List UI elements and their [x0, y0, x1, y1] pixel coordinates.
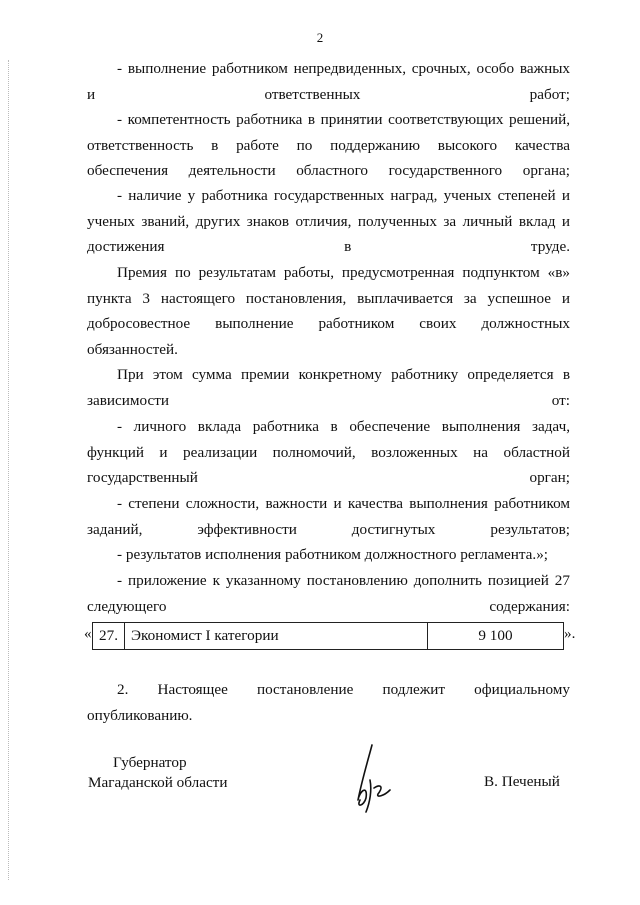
margin-binding-dots [8, 60, 11, 880]
handwritten-signature [340, 740, 400, 820]
bullet-unforeseen-work: - выполнение работником непредвиденных, срочных, особо важных и ответственных работ; [87, 60, 570, 103]
governor-title [88, 753, 227, 793]
governor-name: В. Печеный [484, 773, 560, 790]
bullet-awards: - наличие у работника государственных наград, ученых степеней и ученых званий, других знаков отличия, полученных за личный вклад и достижения в труде. [87, 187, 570, 256]
table-row [93, 623, 564, 650]
bullet-competence: - компетентность работника в принятии соответствующих решений, ответственность в работе по поддержанию высокого качества обеспечения деятельности областного государственного органа; [87, 111, 570, 180]
governor-title-line2: Магаданской области [88, 774, 228, 791]
bonus-paragraph: Премия по результатам работы, предусмотренная подпунктом «в» пункта 3 настоящего постановления, выплачивается за успешное и добросовестное выполнение работником своих должностных обязанностей. [87, 264, 570, 358]
position-table [92, 622, 564, 650]
bullet-appendix-addition: - приложение к указанному постановлению дополнить позицией 27 следующего содержания: [87, 572, 570, 615]
table-open-quote: « [84, 625, 92, 642]
bullet-regulation-results: - результатов исполнения работником должностного регламента.»; [117, 546, 549, 563]
publication-paragraph: 2. Настоящее постановление подлежит официальному опубликованию. [87, 681, 570, 724]
table-close-quote: ». [564, 625, 576, 642]
page-number: 2 [316, 30, 324, 45]
bullet-complexity: - степени сложности, важности и качества выполнения работником заданий, эффективности достигнутых результатов; [87, 495, 570, 538]
position-name-cell: Экономист I категории [124, 623, 427, 650]
bullet-personal-contribution: - личного вклада работника в обеспечение выполнения задач, функций и реализации полномочий, возложенных на областной государственный орган; [87, 418, 570, 487]
position-salary-cell: 9 100 [427, 623, 563, 650]
position-number-cell: 27. [93, 623, 125, 650]
bonus-amount-paragraph: При этом сумма премии конкретному работнику определяется в зависимости от: [87, 366, 570, 409]
governor-title-line1: Губернатор [113, 754, 187, 771]
